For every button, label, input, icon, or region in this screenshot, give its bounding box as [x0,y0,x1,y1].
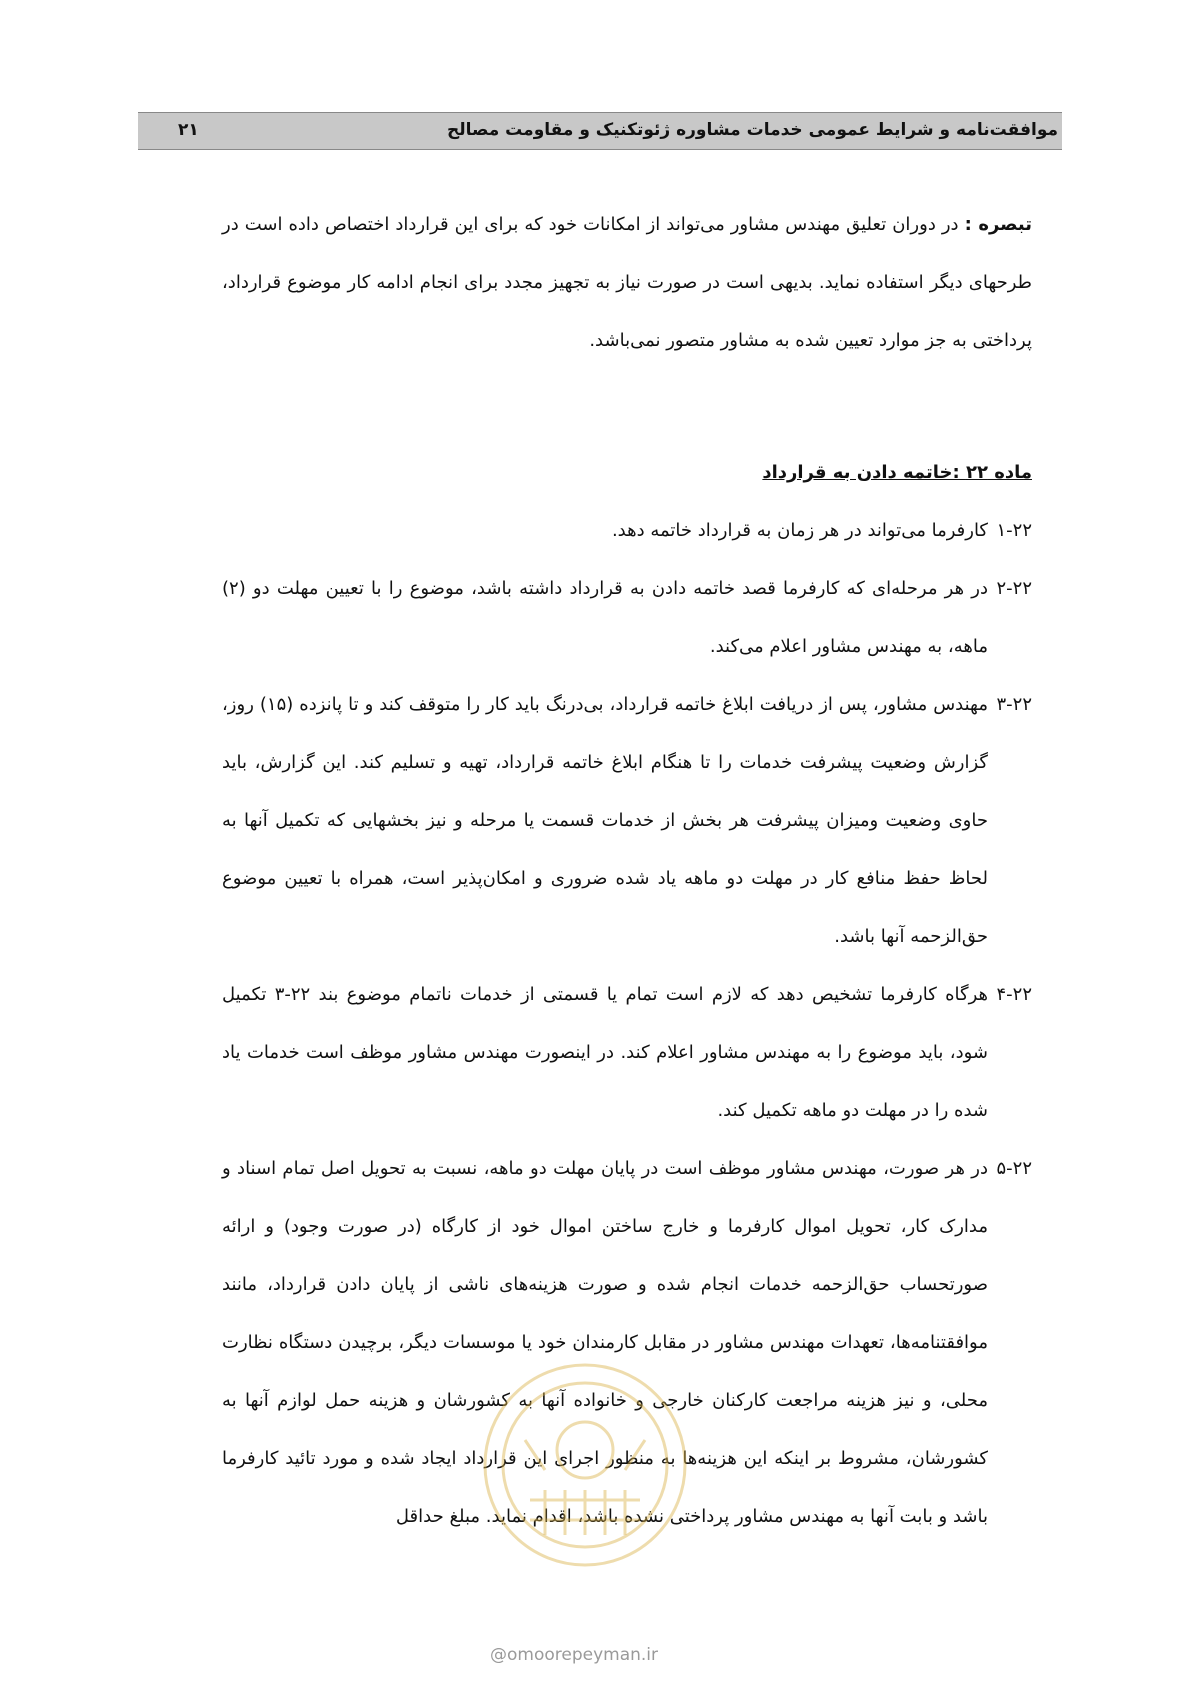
header-title: موافقت‌نامه و شرایط عمومی خدمات مشاوره ژئوتکنیک و مقاومت مصالح [446,120,1058,140]
clause-text: در هر صورت، مهندس مشاور موظف است در پایان مهلت دو ماهه، نسبت به تحویل اصل تمام اسناد و مدارک کار، تحویل اموال کارفرما و خارج ساختن اموال خود از کارگاه (در صورت وجود) و ارائه صورتحساب حق‌الزحمه خدمات انجام شده و صورت هزینه‌های ناشی از پایان دادن قرارداد، مانند موافقتنامه‌ها، تعهدات مهندس مشاور در مقابل کارمندان خود یا موسسات دیگر، برچیدن دستگاه نظارت محلی، و نیز هزینه مراجعت کارکنان خارجی و خانواده آنها به کشورشان و هزینه حمل لوازم آنها به کشورشان، مشروط بر اینکه این هزینه‌ها به منظور اجرای این قرارداد ایجاد شده و مورد تائید کارفرما باشد و بابت آنها به مهندس مشاور پرداختی نشده باشد، اقدام نماید. مبلغ حداقل [222,1158,988,1527]
clause-item [222,560,1032,676]
clause-number: ۴-۲۲ [996,984,1032,1005]
note-paragraph [222,196,1032,370]
clause-number: ۳-۲۲ [996,694,1032,715]
page-body [222,196,1032,1546]
page-number: ۲۱ [178,120,199,140]
clause-text: کارفرما می‌تواند در هر زمان به قرارداد خاتمه دهد. [611,520,988,541]
note-text: در دوران تعلیق مهندس مشاور می‌تواند از امکانات خود که برای این قرارداد اختصاص داده است در طرحهای دیگر استفاده نماید. بدیهی است در صورت نیاز به تجهیز مجدد برای انجام ادامه کار موضوع قرارداد، پرداختی به جز موارد تعیین شده به مشاور متصور نمی‌باشد. [222,214,1032,351]
clause-number: ۱-۲۲ [996,520,1032,541]
clause-text: هرگاه کارفرما تشخیص دهد که لازم است تمام یا قسمتی از خدمات ناتمام موضوع بند ۲۲-۳ تکمیل شود، باید موضوع را به مهندس مشاور اعلام کند. در اینصورت مهندس مشاور موظف است خدمات یاد شده را در مهلت دو ماهه تکمیل کند. [222,984,988,1121]
note-label: تبصره : [964,214,1032,235]
clause-item [222,502,1032,560]
clause-text: مهندس مشاور، پس از دریافت ابلاغ خاتمه قرارداد، بی‌درنگ باید کار را متوقف کند و تا پانزده (۱۵) روز، گزارش وضعیت پیشرفت خدمات را تا هنگام ابلاغ خاتمه قرارداد، تهیه و تسلیم کند. این گزارش، باید حاوی وضعیت ومیزان پیشرفت هر بخش از خدمات قسمت یا مرحله و نیز بخشهایی که تکمیل آنها به لحاظ حفظ منافع کار در مهلت دو ماهه یاد شده ضروری و امکان‌پذیر است، همراه با تعیین موضوع حق‌الزحمه آنها باشد. [222,694,988,947]
watermark-text: @omoorepeyman.ir [490,1645,659,1665]
watermark-seal-icon [470,1350,700,1580]
article-title: ماده ۲۲ :خاتمه دادن به قرارداد [762,462,1032,483]
clause-text: در هر مرحله‌ای که کارفرما قصد خاتمه دادن به قرارداد داشته باشد، موضوع را با تعیین مهلت دو (۲) ماهه، به مهندس مشاور اعلام می‌کند. [222,578,988,657]
clause-item [222,676,1032,966]
clause-number: ۵-۲۲ [996,1158,1032,1179]
clause-number: ۲-۲۲ [996,578,1032,599]
clause-item [222,966,1032,1140]
page-header [138,112,1062,150]
